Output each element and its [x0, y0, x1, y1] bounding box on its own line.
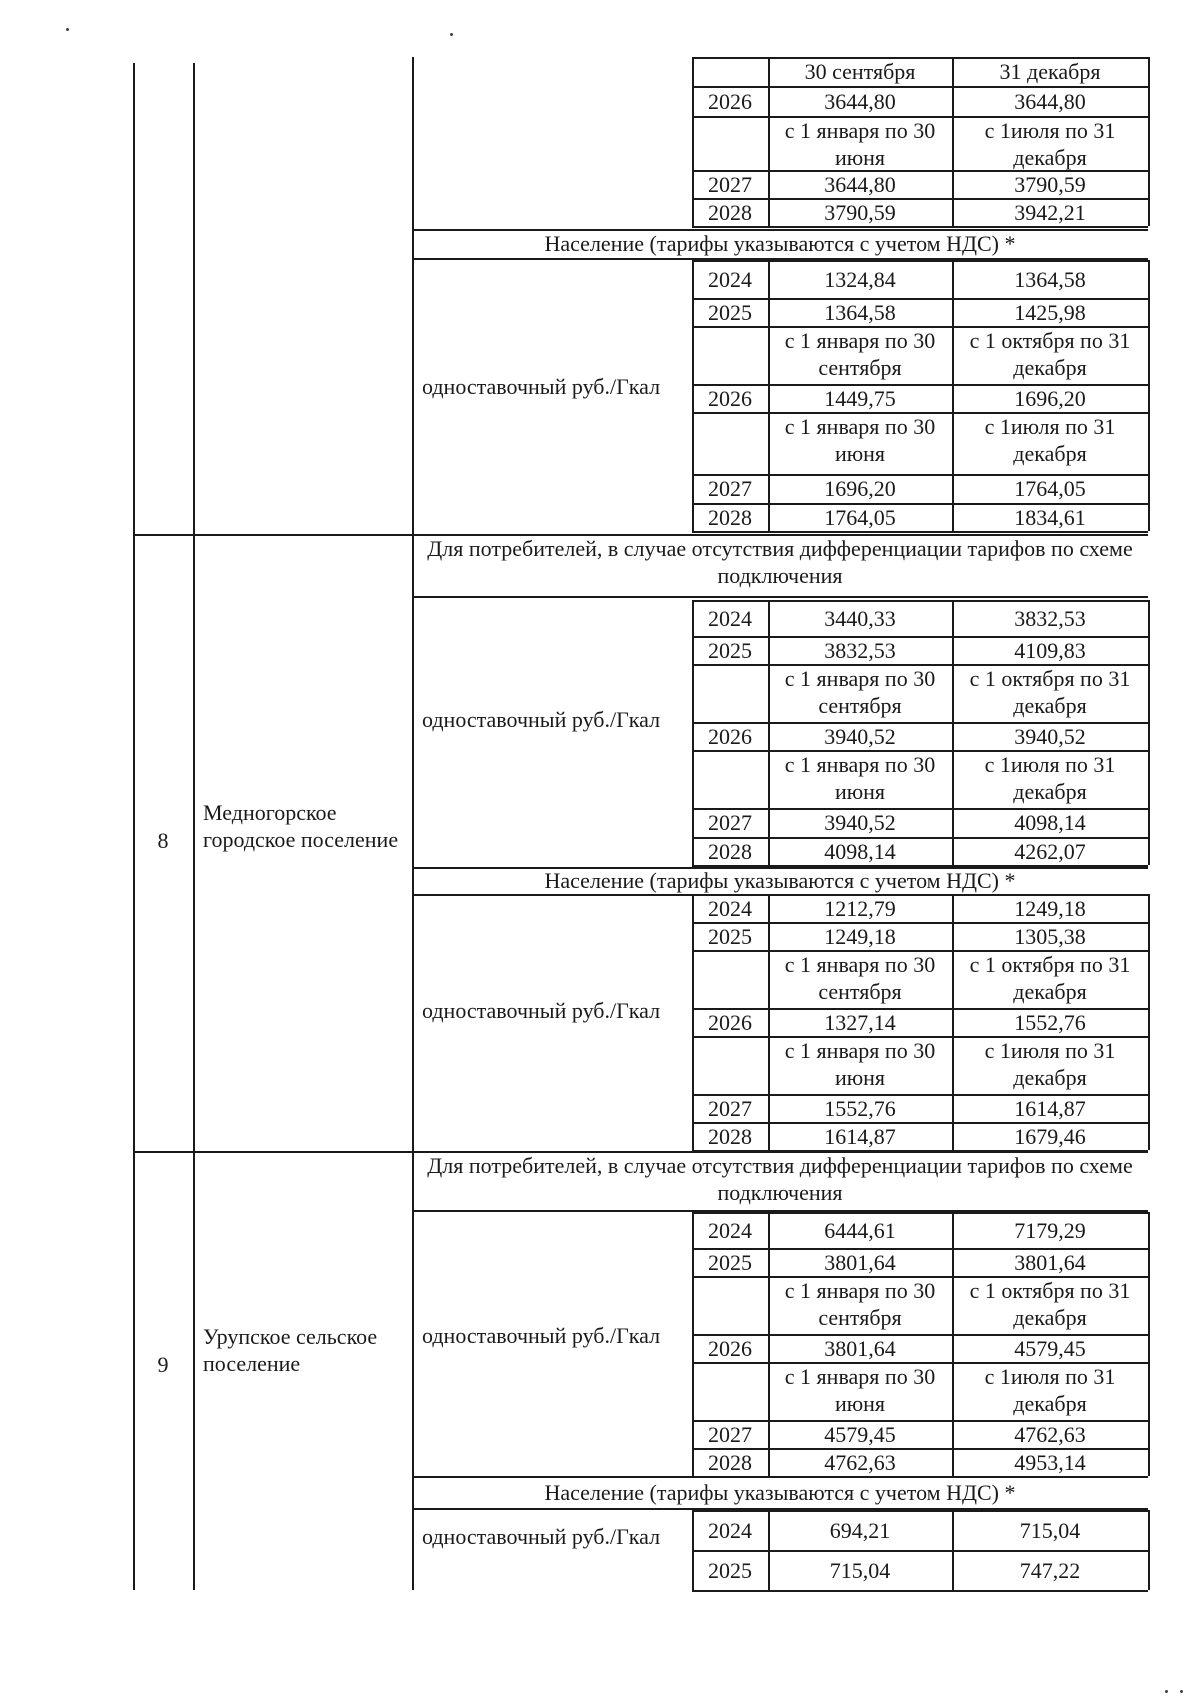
table-rule — [692, 260, 1148, 262]
table-rule — [768, 260, 770, 531]
year-cell: 2028 — [708, 1123, 752, 1149]
tariff-value-cell: 4953,14 — [1014, 1449, 1086, 1475]
row-number: 8 — [157, 828, 169, 853]
table-rule — [1148, 57, 1150, 226]
tariff-value-cell: 3801,64 — [824, 1249, 896, 1275]
tariff-value-cell: 1552,76 — [1014, 1009, 1086, 1035]
tariff-value-cell: 715,04 — [1019, 1517, 1081, 1543]
tariff-value-cell: с 1 января по 30 сентября — [784, 952, 936, 1004]
tariff-value-cell: с 1июля по 31 декабря — [984, 1364, 1116, 1416]
year-cell: 2028 — [708, 504, 752, 530]
year-cell: 2027 — [708, 171, 752, 197]
rate-type-label: одноставочный руб./Гкал — [422, 1524, 661, 1549]
year-cell: 2027 — [708, 476, 752, 501]
year-cell: 2025 — [708, 1557, 752, 1583]
year-cell: 2025 — [708, 637, 752, 663]
table-rule — [133, 63, 135, 1590]
general-consumers-header: Для потребителей, в случае отсутствия дифференциации тарифов по схеме подключения — [427, 1153, 1133, 1205]
tariff-value-cell: с 1 октября по 31 декабря — [969, 328, 1131, 380]
tariff-value-cell: 1249,18 — [1014, 895, 1086, 921]
settlement-name: Урупское сельское поселение — [203, 1324, 378, 1376]
tariff-value-cell: 4109,83 — [1014, 637, 1086, 663]
tariff-value-cell: 747,22 — [1019, 1557, 1081, 1583]
table-rule — [952, 260, 954, 531]
year-cell: 2024 — [708, 1217, 752, 1243]
tariff-value-cell: 3644,80 — [824, 171, 896, 197]
table-rule — [193, 63, 195, 1590]
year-cell: 2024 — [708, 1517, 752, 1543]
tariff-value-cell: 3940,52 — [824, 810, 896, 835]
tariff-value-cell: 1364,58 — [824, 299, 896, 325]
year-cell: 2027 — [708, 1421, 752, 1447]
year-cell: 2025 — [708, 299, 752, 325]
year-cell: 2025 — [708, 1249, 752, 1275]
tariff-value-cell: 3940,52 — [1014, 723, 1086, 749]
tariff-value-cell: 30 сентября — [804, 59, 916, 84]
tariff-value-cell: с 1июля по 31 декабря — [984, 1038, 1116, 1090]
tariff-value-cell: 3440,33 — [824, 605, 896, 631]
tariff-value-cell: с 1 октября по 31 декабря — [969, 952, 1131, 1004]
tariff-value-cell: 1324,84 — [824, 266, 896, 292]
tariff-value-cell: 4098,14 — [1014, 810, 1086, 835]
tariff-value-cell: 1614,87 — [824, 1123, 896, 1149]
table-rule — [692, 600, 1148, 602]
tariff-value-cell: с 1 января по 30 июня — [784, 752, 936, 804]
rate-type-label: одноставочный руб./Гкал — [422, 707, 661, 732]
tariff-value-cell: с 1 октября по 31 декабря — [969, 666, 1131, 718]
tariff-value-cell: 4579,45 — [824, 1421, 896, 1447]
table-rule — [1148, 1510, 1150, 1590]
tariff-value-cell: с 1 января по 30 июня — [784, 118, 936, 170]
table-rule — [768, 894, 770, 1150]
tariff-value-cell: 3832,53 — [1014, 605, 1086, 631]
year-cell: 2028 — [708, 1449, 752, 1475]
tariff-value-cell: 1764,05 — [1014, 476, 1086, 501]
tariff-value-cell: 694,21 — [829, 1517, 891, 1543]
table-rule — [412, 596, 1148, 598]
table-rule — [952, 57, 954, 226]
tariff-value-cell: 3801,64 — [824, 1335, 896, 1361]
year-cell: 2028 — [708, 838, 752, 864]
tariff-value-cell: с 1июля по 31 декабря — [984, 752, 1116, 804]
table-rule — [1148, 260, 1150, 531]
year-cell: 2024 — [708, 266, 752, 292]
year-cell: 2026 — [708, 88, 752, 114]
tariff-value-cell: 1425,98 — [1014, 299, 1086, 325]
year-cell: 2027 — [708, 810, 752, 835]
tariff-value-cell: 3942,21 — [1014, 199, 1086, 225]
table-rule — [768, 57, 770, 226]
settlement-name: Медногорское городское поселение — [203, 800, 399, 852]
population-header: Население (тарифы указываются с учетом НДС) * — [544, 868, 1016, 893]
row-number: 9 — [157, 1352, 169, 1377]
tariff-value-cell: 3790,59 — [1014, 171, 1086, 197]
table-rule — [952, 600, 954, 865]
table-rule — [692, 1510, 1148, 1512]
tariff-value-cell: 715,04 — [829, 1557, 891, 1583]
tariff-value-cell: 4098,14 — [824, 838, 896, 864]
tariff-value-cell: 1305,38 — [1014, 923, 1086, 949]
rate-type-label: одноставочный руб./Гкал — [422, 1323, 661, 1348]
tariff-value-cell: 3790,59 — [824, 199, 896, 225]
tariff-value-cell: 4762,63 — [1014, 1421, 1086, 1447]
table-rule — [692, 226, 1148, 228]
population-header: Население (тарифы указываются с учетом НДС) * — [544, 231, 1016, 256]
table-rule — [768, 600, 770, 865]
tariff-value-cell: с 1 января по 30 июня — [784, 1364, 936, 1416]
population-header: Население (тарифы указываются с учетом НДС) * — [544, 1479, 1016, 1505]
tariff-value-cell: 1364,58 — [1014, 266, 1086, 292]
tariff-value-cell: с 1 октября по 31 декабря — [969, 1278, 1131, 1330]
table-rule — [692, 531, 1148, 533]
tariff-value-cell: 1696,20 — [1014, 385, 1086, 411]
table-rule — [1148, 894, 1150, 1150]
tariff-value-cell: 4579,45 — [1014, 1335, 1086, 1361]
scan-speck — [1180, 1690, 1183, 1693]
tariff-value-cell: 3940,52 — [824, 723, 896, 749]
table-rule — [952, 894, 954, 1150]
tariff-value-cell: 1552,76 — [824, 1095, 896, 1121]
rate-type-label: одноставочный руб./Гкал — [422, 998, 661, 1023]
tariff-value-cell: с 1 января по 30 июня — [784, 1038, 936, 1090]
tariff-value-cell: 31 декабря — [999, 59, 1101, 84]
table-rule — [412, 1476, 1148, 1478]
year-cell: 2026 — [708, 1009, 752, 1035]
tariff-value-cell: 3801,64 — [1014, 1249, 1086, 1275]
tariff-value-cell: 1249,18 — [824, 923, 896, 949]
table-rule — [692, 1212, 1148, 1214]
tariff-value-cell: 7179,29 — [1014, 1217, 1086, 1243]
table-rule — [1148, 1212, 1150, 1476]
table-rule — [952, 1212, 954, 1476]
tariff-value-cell: с 1 января по 30 сентября — [784, 666, 936, 718]
year-cell: 2026 — [708, 1335, 752, 1361]
table-rule — [1148, 600, 1150, 865]
year-cell: 2024 — [708, 895, 752, 921]
table-rule — [692, 1550, 1148, 1552]
tariff-value-cell: с 1июля по 31 декабря — [984, 118, 1116, 170]
tariff-value-cell: 1212,79 — [824, 895, 896, 921]
year-cell: 2026 — [708, 723, 752, 749]
tariff-value-cell: 1327,14 — [824, 1009, 896, 1035]
tariff-value-cell: с 1 января по 30 сентября — [784, 328, 936, 380]
tariff-value-cell: 3644,80 — [824, 88, 896, 114]
tariff-value-cell: с 1июля по 31 декабря — [984, 414, 1116, 466]
scan-speck — [1165, 1690, 1168, 1693]
year-cell: 2024 — [708, 605, 752, 631]
tariff-value-cell: 1764,05 — [824, 504, 896, 530]
rate-type-label: одноставочный руб./Гкал — [422, 374, 661, 399]
tariff-value-cell: 4262,07 — [1014, 838, 1086, 864]
scan-speck — [450, 33, 453, 36]
scan-speck — [66, 28, 69, 31]
tariff-value-cell: 6444,61 — [824, 1217, 896, 1243]
tariff-value-cell: 1449,75 — [824, 385, 896, 411]
table-rule — [692, 1590, 1148, 1592]
general-consumers-header: Для потребителей, в случае отсутствия дифференциации тарифов по схеме подключения — [427, 536, 1133, 588]
tariff-value-cell: 3644,80 — [1014, 88, 1086, 114]
tariff-value-cell: с 1 января по 30 сентября — [784, 1278, 936, 1330]
tariff-value-cell: 1834,61 — [1014, 504, 1086, 530]
tariff-value-cell: 4762,63 — [824, 1449, 896, 1475]
year-cell: 2025 — [708, 923, 752, 949]
year-cell: 2028 — [708, 199, 752, 225]
table-rule — [768, 1212, 770, 1476]
tariff-value-cell: 1614,87 — [1014, 1095, 1086, 1121]
year-cell: 2026 — [708, 385, 752, 411]
tariff-value-cell: с 1 января по 30 июня — [784, 414, 936, 466]
tariff-value-cell: 1696,20 — [824, 476, 896, 501]
year-cell: 2027 — [708, 1095, 752, 1121]
table-rule — [412, 57, 414, 1590]
tariff-value-cell: 3832,53 — [824, 637, 896, 663]
tariff-value-cell: 1679,46 — [1014, 1123, 1086, 1149]
